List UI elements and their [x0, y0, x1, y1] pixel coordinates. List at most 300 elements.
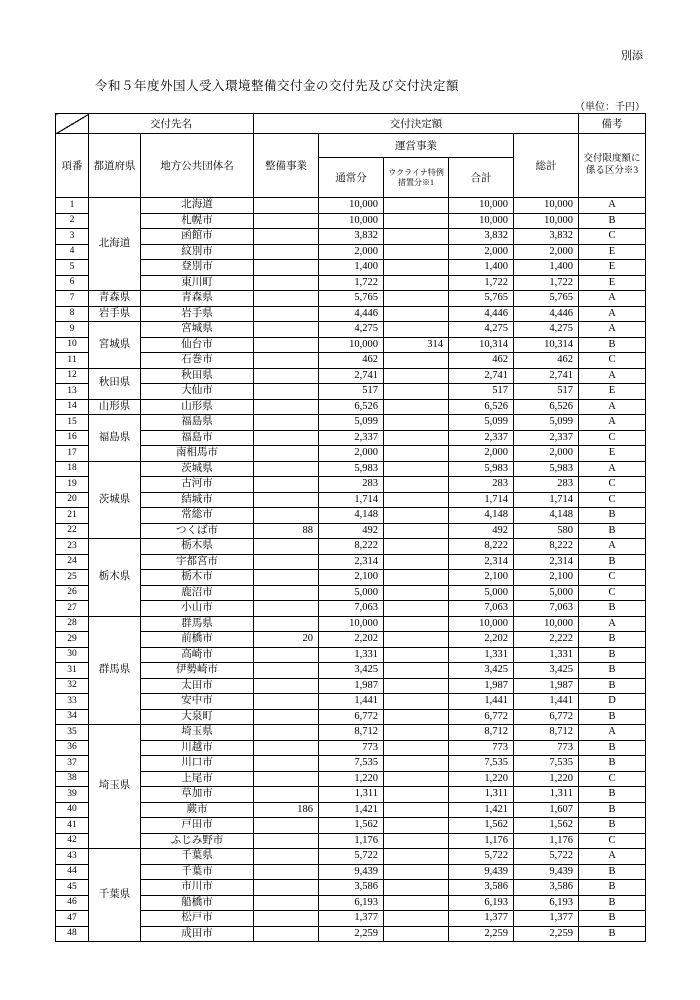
subtotal-amount: 2,741: [449, 368, 514, 384]
row-number: 35: [56, 725, 89, 741]
normal-amount: 10,000: [319, 616, 384, 632]
total-amount: 580: [514, 523, 579, 539]
subtotal-amount: 462: [449, 353, 514, 369]
table-row: [56, 911, 646, 927]
category-cell: B: [579, 911, 646, 927]
municipality-cell: 小山市: [141, 601, 254, 617]
municipality-cell: 埼玉県: [141, 725, 254, 741]
subtotal-amount: 10,000: [449, 616, 514, 632]
normal-amount: 6,526: [319, 399, 384, 415]
normal-amount: 462: [319, 353, 384, 369]
category-cell: B: [579, 802, 646, 818]
table-row: [56, 291, 646, 307]
ukraine-amount: [384, 632, 449, 648]
seibi-amount: [254, 539, 319, 555]
category-cell: C: [579, 430, 646, 446]
row-number: 46: [56, 895, 89, 911]
municipality-cell: 結城市: [141, 492, 254, 508]
row-number: 7: [56, 291, 89, 307]
total-amount: 3,586: [514, 880, 579, 896]
total-amount: 10,000: [514, 213, 579, 229]
subtotal-amount: 2,000: [449, 244, 514, 260]
row-number: 2: [56, 213, 89, 229]
ukraine-amount: [384, 833, 449, 849]
total-amount: 4,446: [514, 306, 579, 322]
seibi-amount: [254, 213, 319, 229]
table-row: [56, 663, 646, 679]
seibi-amount: [254, 926, 319, 942]
normal-amount: 5,722: [319, 849, 384, 865]
table-row: [56, 802, 646, 818]
prefecture-cell: 栃木県: [89, 539, 141, 617]
category-cell: C: [579, 353, 646, 369]
row-number: 29: [56, 632, 89, 648]
table-row: [56, 601, 646, 617]
row-number: 20: [56, 492, 89, 508]
category-cell: A: [579, 616, 646, 632]
subtotal-amount: 9,439: [449, 864, 514, 880]
category-cell: B: [579, 213, 646, 229]
prefecture-cell: 宮城県: [89, 322, 141, 369]
subtotal-amount: 1,421: [449, 802, 514, 818]
seibi-amount: [254, 818, 319, 834]
municipality-cell: 茨城県: [141, 461, 254, 477]
category-cell: A: [579, 539, 646, 555]
table-row: [56, 384, 646, 400]
subtotal-amount: 8,222: [449, 539, 514, 555]
category-cell: B: [579, 926, 646, 942]
total-amount: 1,331: [514, 647, 579, 663]
ukraine-amount: [384, 384, 449, 400]
total-amount: 4,148: [514, 508, 579, 524]
table-row: [56, 198, 646, 214]
total-amount: 10,000: [514, 616, 579, 632]
total-amount: 2,259: [514, 926, 579, 942]
row-number: 39: [56, 787, 89, 803]
seibi-amount: [254, 353, 319, 369]
ukraine-amount: [384, 275, 449, 291]
header-unei-project: 運営事業: [319, 134, 514, 158]
row-number: 21: [56, 508, 89, 524]
subtotal-amount: 1,331: [449, 647, 514, 663]
table-body: [56, 198, 646, 942]
table-row: [56, 492, 646, 508]
table-row: [56, 787, 646, 803]
normal-amount: 2,337: [319, 430, 384, 446]
normal-amount: 7,063: [319, 601, 384, 617]
normal-amount: 2,259: [319, 926, 384, 942]
normal-amount: 1,421: [319, 802, 384, 818]
table-row: [56, 570, 646, 586]
total-amount: 1,400: [514, 260, 579, 276]
municipality-cell: 蕨市: [141, 802, 254, 818]
table-row: [56, 353, 646, 369]
normal-amount: 5,983: [319, 461, 384, 477]
seibi-amount: 88: [254, 523, 319, 539]
normal-amount: 1,220: [319, 771, 384, 787]
municipality-cell: 登別市: [141, 260, 254, 276]
category-cell: A: [579, 306, 646, 322]
grant-table: [55, 113, 646, 942]
ukraine-amount: [384, 849, 449, 865]
ukraine-amount: [384, 508, 449, 524]
header-limit-category: 交付限度額に係る区分※3: [579, 134, 646, 198]
seibi-amount: [254, 833, 319, 849]
seibi-amount: [254, 756, 319, 772]
category-cell: B: [579, 787, 646, 803]
subtotal-amount: 5,000: [449, 585, 514, 601]
seibi-amount: [254, 415, 319, 431]
total-amount: 1,607: [514, 802, 579, 818]
category-cell: B: [579, 880, 646, 896]
municipality-cell: 太田市: [141, 678, 254, 694]
subtotal-amount: 1,220: [449, 771, 514, 787]
municipality-cell: 札幌市: [141, 213, 254, 229]
category-cell: A: [579, 368, 646, 384]
table-row: [56, 632, 646, 648]
seibi-amount: [254, 570, 319, 586]
ukraine-amount: [384, 616, 449, 632]
subtotal-amount: 1,176: [449, 833, 514, 849]
municipality-cell: 大仙市: [141, 384, 254, 400]
municipality-cell: 仙台市: [141, 337, 254, 353]
subtotal-amount: 6,526: [449, 399, 514, 415]
ukraine-amount: [384, 601, 449, 617]
category-cell: B: [579, 756, 646, 772]
row-number: 44: [56, 864, 89, 880]
total-amount: 8,222: [514, 539, 579, 555]
total-amount: 2,741: [514, 368, 579, 384]
seibi-amount: [254, 384, 319, 400]
subtotal-amount: 283: [449, 477, 514, 493]
table-row: [56, 508, 646, 524]
seibi-amount: [254, 771, 319, 787]
row-number: 48: [56, 926, 89, 942]
table-row: [56, 895, 646, 911]
ukraine-amount: [384, 306, 449, 322]
normal-amount: 1,714: [319, 492, 384, 508]
subtotal-amount: 4,148: [449, 508, 514, 524]
seibi-amount: [254, 260, 319, 276]
total-amount: 2,222: [514, 632, 579, 648]
ukraine-amount: [384, 477, 449, 493]
table-row: [56, 523, 646, 539]
seibi-amount: [254, 399, 319, 415]
municipality-cell: つくば市: [141, 523, 254, 539]
seibi-amount: [254, 585, 319, 601]
total-amount: 1,311: [514, 787, 579, 803]
seibi-amount: [254, 694, 319, 710]
category-cell: B: [579, 864, 646, 880]
row-number: 3: [56, 229, 89, 245]
subtotal-amount: 1,377: [449, 911, 514, 927]
normal-amount: 8,222: [319, 539, 384, 555]
total-amount: 1,987: [514, 678, 579, 694]
row-number: 43: [56, 849, 89, 865]
total-amount: 7,535: [514, 756, 579, 772]
ukraine-amount: [384, 523, 449, 539]
normal-amount: 1,311: [319, 787, 384, 803]
table-row: [56, 864, 646, 880]
ukraine-amount: [384, 291, 449, 307]
category-cell: B: [579, 678, 646, 694]
category-cell: B: [579, 740, 646, 756]
seibi-amount: [254, 446, 319, 462]
category-cell: B: [579, 663, 646, 679]
category-cell: B: [579, 601, 646, 617]
header-prefecture: 都道府県: [89, 134, 141, 198]
normal-amount: 5,765: [319, 291, 384, 307]
subtotal-amount: 2,259: [449, 926, 514, 942]
row-number: 27: [56, 601, 89, 617]
row-number: 8: [56, 306, 89, 322]
total-amount: 1,220: [514, 771, 579, 787]
subtotal-amount: 3,586: [449, 880, 514, 896]
municipality-cell: 成田市: [141, 926, 254, 942]
seibi-amount: [254, 198, 319, 214]
subtotal-amount: 2,337: [449, 430, 514, 446]
subtotal-amount: 6,193: [449, 895, 514, 911]
subtotal-amount: 4,275: [449, 322, 514, 338]
seibi-amount: [254, 911, 319, 927]
municipality-cell: 宮城県: [141, 322, 254, 338]
table-row: [56, 694, 646, 710]
table-row: [56, 709, 646, 725]
category-cell: D: [579, 694, 646, 710]
table-row: [56, 647, 646, 663]
category-cell: A: [579, 322, 646, 338]
ukraine-amount: [384, 322, 449, 338]
municipality-cell: 栃木市: [141, 570, 254, 586]
attachment-label: 別添: [621, 50, 643, 62]
row-number: 42: [56, 833, 89, 849]
municipality-cell: 鹿沼市: [141, 585, 254, 601]
prefecture-cell: 茨城県: [89, 461, 141, 539]
row-number: 22: [56, 523, 89, 539]
normal-amount: 517: [319, 384, 384, 400]
table-row: [56, 430, 646, 446]
ukraine-amount: [384, 678, 449, 694]
municipality-cell: 福島市: [141, 430, 254, 446]
seibi-amount: [254, 508, 319, 524]
ukraine-amount: [384, 709, 449, 725]
total-amount: 283: [514, 477, 579, 493]
municipality-cell: 千葉県: [141, 849, 254, 865]
row-number: 24: [56, 554, 89, 570]
subtotal-amount: 3,425: [449, 663, 514, 679]
total-amount: 1,714: [514, 492, 579, 508]
municipality-cell: 川越市: [141, 740, 254, 756]
subtotal-amount: 10,314: [449, 337, 514, 353]
total-amount: 3,832: [514, 229, 579, 245]
diagonal-corner-cell: [56, 114, 89, 134]
normal-amount: 10,000: [319, 337, 384, 353]
category-cell: B: [579, 523, 646, 539]
total-amount: 5,765: [514, 291, 579, 307]
category-cell: A: [579, 399, 646, 415]
ukraine-amount: 314: [384, 337, 449, 353]
page-title: 令和５年度外国人受入環境整備交付金の交付先及び交付決定額: [95, 79, 460, 93]
total-amount: 8,712: [514, 725, 579, 741]
municipality-cell: 青森県: [141, 291, 254, 307]
normal-amount: 4,148: [319, 508, 384, 524]
category-cell: A: [579, 849, 646, 865]
normal-amount: 2,314: [319, 554, 384, 570]
subtotal-amount: 517: [449, 384, 514, 400]
category-cell: C: [579, 570, 646, 586]
seibi-amount: [254, 430, 319, 446]
seibi-amount: [254, 740, 319, 756]
seibi-amount: [254, 368, 319, 384]
seibi-amount: [254, 477, 319, 493]
ukraine-amount: [384, 895, 449, 911]
seibi-amount: [254, 244, 319, 260]
header-grand-total: 総計: [514, 134, 579, 198]
seibi-amount: [254, 337, 319, 353]
row-number: 40: [56, 802, 89, 818]
table-row: [56, 849, 646, 865]
table-row: [56, 554, 646, 570]
prefecture-cell: 秋田県: [89, 368, 141, 399]
municipality-cell: 北海道: [141, 198, 254, 214]
row-number: 14: [56, 399, 89, 415]
category-cell: E: [579, 260, 646, 276]
normal-amount: 10,000: [319, 198, 384, 214]
subtotal-amount: 5,765: [449, 291, 514, 307]
seibi-amount: [254, 275, 319, 291]
row-number: 38: [56, 771, 89, 787]
prefecture-cell: 千葉県: [89, 849, 141, 942]
municipality-cell: 千葉市: [141, 864, 254, 880]
ukraine-amount: [384, 570, 449, 586]
municipality-cell: 上尾市: [141, 771, 254, 787]
normal-amount: 5,000: [319, 585, 384, 601]
municipality-cell: 秋田県: [141, 368, 254, 384]
seibi-amount: [254, 895, 319, 911]
table-row: [56, 275, 646, 291]
normal-amount: 2,741: [319, 368, 384, 384]
ukraine-amount: [384, 771, 449, 787]
ukraine-amount: [384, 787, 449, 803]
prefecture-cell: 群馬県: [89, 616, 141, 725]
seibi-amount: [254, 647, 319, 663]
table-row: [56, 616, 646, 632]
ukraine-amount: [384, 647, 449, 663]
row-number: 36: [56, 740, 89, 756]
municipality-cell: 市川市: [141, 880, 254, 896]
seibi-amount: [254, 461, 319, 477]
row-number: 11: [56, 353, 89, 369]
header-remarks: 備考: [579, 114, 646, 134]
table-row: [56, 306, 646, 322]
municipality-cell: 大泉町: [141, 709, 254, 725]
normal-amount: 6,193: [319, 895, 384, 911]
category-cell: C: [579, 477, 646, 493]
seibi-amount: [254, 864, 319, 880]
prefecture-cell: 山形県: [89, 399, 141, 415]
total-amount: 2,000: [514, 244, 579, 260]
table-row: [56, 880, 646, 896]
table-row: [56, 833, 646, 849]
prefecture-cell: 福島県: [89, 415, 141, 462]
normal-amount: 492: [319, 523, 384, 539]
seibi-amount: [254, 725, 319, 741]
seibi-amount: [254, 291, 319, 307]
table-row: [56, 539, 646, 555]
header-municipality: 地方公共団体名: [141, 134, 254, 198]
subtotal-amount: 1,441: [449, 694, 514, 710]
ukraine-amount: [384, 911, 449, 927]
category-cell: A: [579, 725, 646, 741]
seibi-amount: [254, 709, 319, 725]
header-seibi-project: 整備事業: [254, 134, 319, 198]
header-ukraine-portion: ウクライナ特例措置分※1: [384, 158, 449, 198]
total-amount: 1,176: [514, 833, 579, 849]
category-cell: C: [579, 492, 646, 508]
seibi-amount: [254, 787, 319, 803]
row-number: 18: [56, 461, 89, 477]
category-cell: B: [579, 647, 646, 663]
ukraine-amount: [384, 399, 449, 415]
ukraine-amount: [384, 694, 449, 710]
category-cell: A: [579, 291, 646, 307]
total-amount: 4,275: [514, 322, 579, 338]
subtotal-amount: 1,987: [449, 678, 514, 694]
normal-amount: 6,772: [319, 709, 384, 725]
normal-amount: 9,439: [319, 864, 384, 880]
category-cell: C: [579, 585, 646, 601]
header-row-1: [56, 114, 646, 134]
total-amount: 2,000: [514, 446, 579, 462]
total-amount: 2,337: [514, 430, 579, 446]
row-number: 15: [56, 415, 89, 431]
ukraine-amount: [384, 461, 449, 477]
normal-amount: 1,562: [319, 818, 384, 834]
ukraine-amount: [384, 926, 449, 942]
category-cell: B: [579, 818, 646, 834]
municipality-cell: 栃木県: [141, 539, 254, 555]
table-row: [56, 399, 646, 415]
total-amount: 2,314: [514, 554, 579, 570]
table-row: [56, 244, 646, 260]
normal-amount: 1,722: [319, 275, 384, 291]
row-number: 4: [56, 244, 89, 260]
normal-amount: 5,099: [319, 415, 384, 431]
category-cell: C: [579, 229, 646, 245]
municipality-cell: ふじみ野市: [141, 833, 254, 849]
subtotal-amount: 7,063: [449, 601, 514, 617]
category-cell: E: [579, 384, 646, 400]
municipality-cell: 高崎市: [141, 647, 254, 663]
category-cell: A: [579, 461, 646, 477]
municipality-cell: 岩手県: [141, 306, 254, 322]
total-amount: 5,000: [514, 585, 579, 601]
normal-amount: 3,425: [319, 663, 384, 679]
table-row: [56, 585, 646, 601]
total-amount: 5,099: [514, 415, 579, 431]
row-number: 23: [56, 539, 89, 555]
normal-amount: 1,987: [319, 678, 384, 694]
total-amount: 773: [514, 740, 579, 756]
municipality-cell: 松戸市: [141, 911, 254, 927]
seibi-amount: [254, 554, 319, 570]
total-amount: 9,439: [514, 864, 579, 880]
seibi-amount: [254, 601, 319, 617]
municipality-cell: 福島県: [141, 415, 254, 431]
prefecture-cell: 埼玉県: [89, 725, 141, 849]
subtotal-amount: 8,712: [449, 725, 514, 741]
row-number: 37: [56, 756, 89, 772]
